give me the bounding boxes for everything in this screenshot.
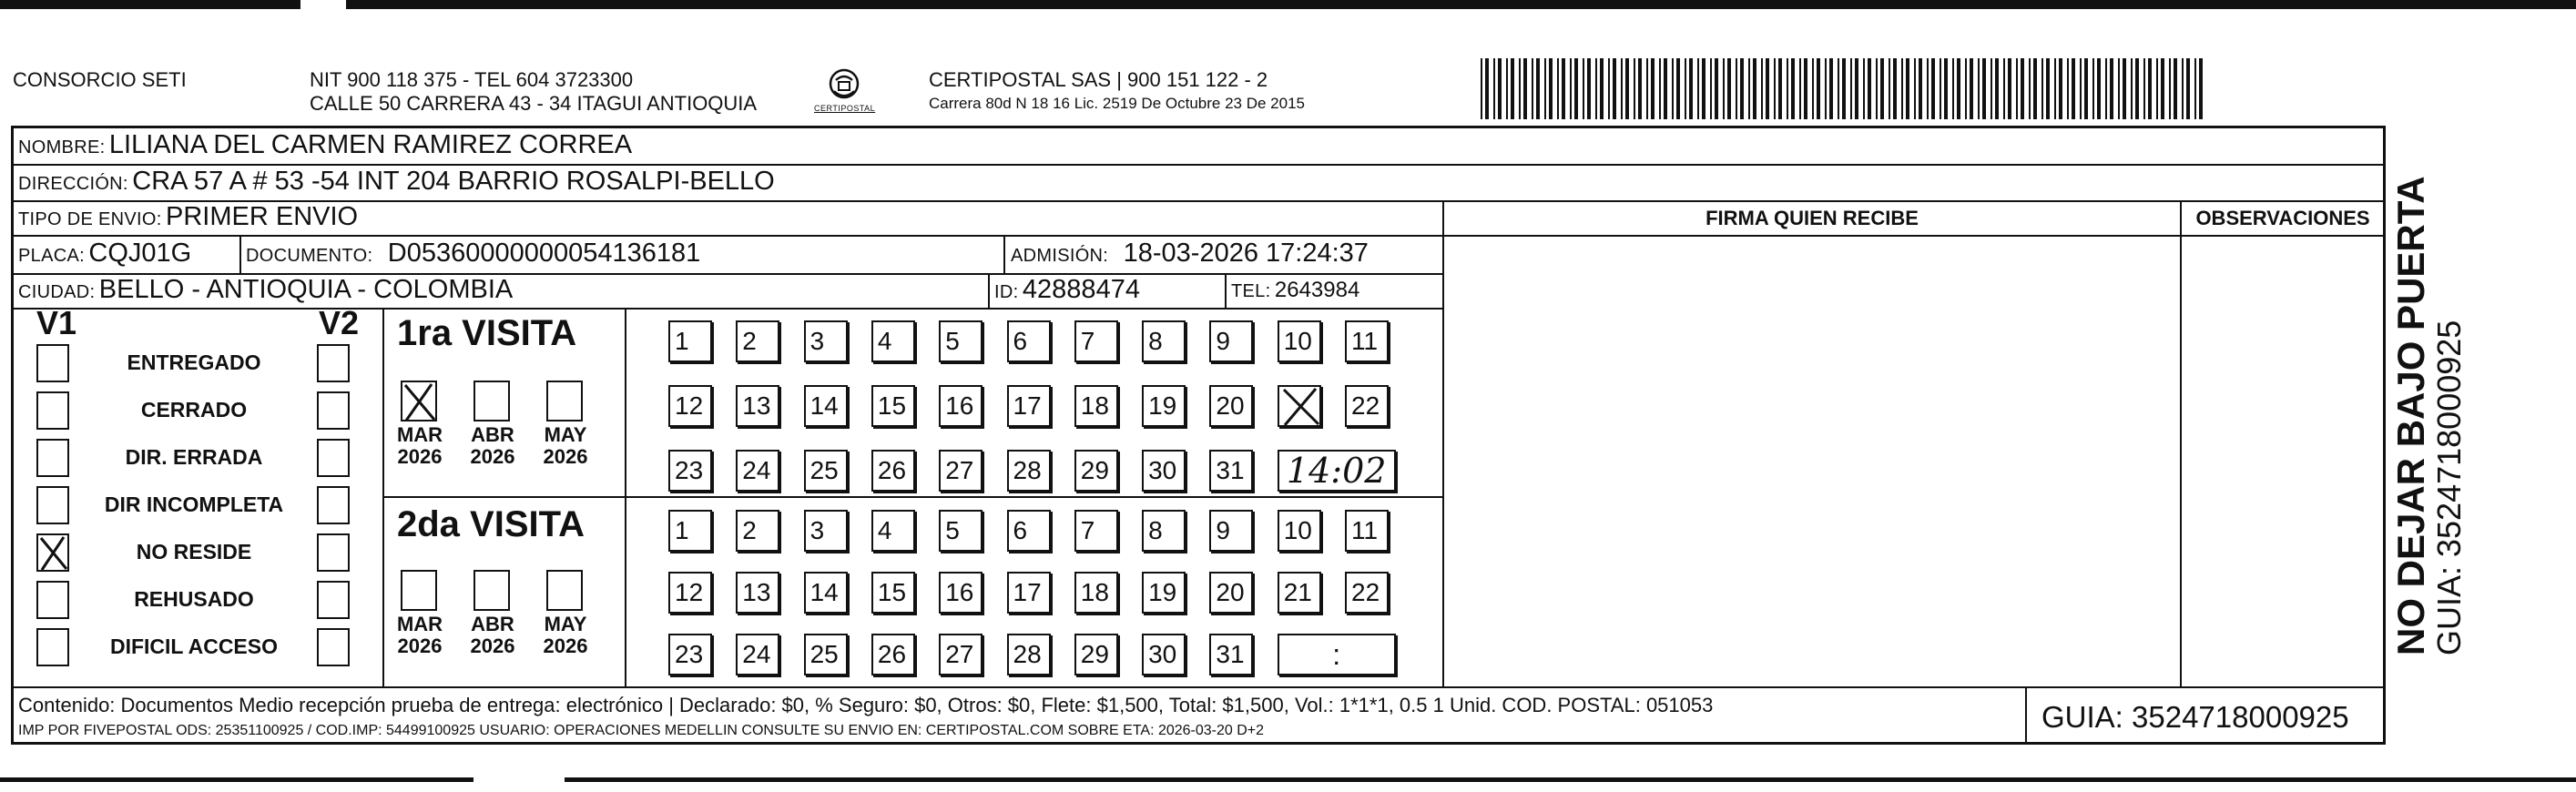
visit1-day-15[interactable]: 15 — [871, 385, 915, 427]
barcode-bar — [1893, 58, 1897, 119]
tel-label: TEL: — [1231, 281, 1271, 301]
footer-contenido: Contenido: Documentos Medio recepción prueba de entrega: electrónico | Declarado: $0, % Seguro: $0, Otros: $0, Flete: $1,500, Total: $1,500, Vol.: 1*1*1, 0.5 1 Unid. COD. POSTAL: 051053 — [18, 694, 1714, 716]
visit-separator — [382, 496, 1442, 498]
visit2-day-18[interactable]: 18 — [1074, 572, 1118, 614]
visit2-day-5[interactable]: 5 — [939, 510, 983, 552]
barcode-bar — [2016, 58, 2018, 119]
barcode-bar — [1532, 58, 1533, 119]
id-value: 42888474 — [1022, 275, 1140, 304]
barcode-bar — [2105, 58, 2107, 119]
barcode-bar — [1787, 58, 1788, 119]
footer-impresion: IMP POR FIVEPOSTAL ODS: 25351100925 / COD.IMP: 54499100925 USUARIO: OPERACIONES MEDELLIN CONSULTE SU ENVIO EN: CERTIPOSTAL.COM SOBRE ETA: 2026-03-20 D+2 — [18, 723, 1265, 738]
visit2-month-name: MAY — [544, 613, 587, 635]
nit-line-1: NIT 900 118 375 - TEL 604 3723300 — [310, 68, 634, 91]
barcode-bar — [1876, 58, 1878, 119]
visit2-day-7[interactable]: 7 — [1074, 510, 1118, 552]
tipo-envio-label: TIPO DE ENVIO: — [18, 209, 162, 229]
status-label-rehusado: REHUSADO — [134, 587, 254, 611]
tipo-envio-row — [18, 202, 358, 236]
barcode-bar — [1587, 58, 1591, 119]
visit1-month-year: 2026 — [397, 445, 443, 468]
visit1-day-14[interactable]: 14 — [804, 385, 848, 427]
barcode-bar — [1774, 58, 1776, 119]
visit2-day-19[interactable]: 19 — [1142, 572, 1186, 614]
barcode-bar — [1761, 58, 1763, 119]
visit1-month-name: MAY — [544, 423, 587, 446]
visit2-month-name: MAR — [396, 613, 443, 635]
barcode-bar — [1493, 58, 1495, 119]
bottom-line-right — [565, 777, 2576, 782]
barcode-bar — [1506, 58, 1508, 119]
visit2-day-4[interactable]: 4 — [871, 510, 915, 552]
barcode-bar — [2169, 58, 2171, 119]
barcode-bar — [1621, 58, 1623, 119]
barcode-bar — [1901, 58, 1903, 119]
visit1-day-10[interactable]: 10 — [1278, 320, 1321, 362]
visit1-day-23[interactable]: 23 — [668, 450, 712, 492]
barcode-bar — [1523, 58, 1527, 119]
tel-value: 2643984 — [1274, 278, 1360, 302]
barcode-bar — [1880, 58, 1884, 119]
visit2-day-22[interactable]: 22 — [1345, 572, 1389, 614]
visit1-day-7[interactable]: 7 — [1074, 320, 1118, 362]
barcode-bar — [1702, 58, 1705, 119]
barcode-bar — [1919, 58, 1922, 119]
certipostal-logo-icon — [812, 64, 876, 106]
barcode-bar — [2054, 58, 2056, 119]
visit2-month-year: 2026 — [470, 635, 515, 657]
visit1-day-21[interactable] — [1278, 385, 1321, 427]
barcode-bar — [1485, 58, 1489, 119]
barcode — [1481, 58, 2204, 119]
visit2-day-6[interactable]: 6 — [1007, 510, 1051, 552]
visit1-day-18[interactable]: 18 — [1074, 385, 1118, 427]
barcode-bar — [2097, 58, 2101, 119]
barcode-bar — [1736, 58, 1737, 119]
visit1-day-19[interactable]: 19 — [1142, 385, 1186, 427]
v2-checkbox-no-reside[interactable] — [317, 533, 350, 572]
firma-field[interactable] — [1446, 239, 2178, 685]
barcode-bar — [1727, 58, 1731, 119]
id-label: ID: — [994, 282, 1019, 302]
barcode-bar — [1608, 58, 1610, 119]
barcode-bar — [1978, 58, 1980, 119]
visit2-day-17[interactable]: 17 — [1007, 572, 1051, 614]
visit2-day-14[interactable]: 14 — [804, 572, 848, 614]
v1-checkbox-entregado[interactable] — [36, 344, 69, 382]
barcode-bar — [1952, 58, 1954, 119]
visit1-day-3[interactable]: 3 — [804, 320, 848, 362]
visit2-month-box-abr[interactable] — [473, 570, 510, 611]
visit1-day-11[interactable]: 11 — [1345, 320, 1389, 362]
v2-checkbox-dificil-acceso[interactable] — [317, 628, 350, 666]
barcode-bar — [2148, 58, 2152, 119]
barcode-bar — [1557, 58, 1559, 119]
visit1-day-20[interactable]: 20 — [1209, 385, 1253, 427]
visit1-day-31[interactable]: 31 — [1209, 450, 1253, 492]
visit2-day-21[interactable]: 21 — [1278, 572, 1321, 614]
barcode-bar — [1511, 58, 1514, 119]
certipostal-logo — [812, 64, 876, 120]
visit1-day-12[interactable]: 12 — [668, 385, 712, 427]
v2-checkbox-rehusado[interactable] — [317, 581, 350, 619]
visit1-month-year: 2026 — [543, 445, 588, 468]
admision-label: ADMISIÓN: — [1011, 246, 1109, 266]
visit2-day-20[interactable]: 20 — [1209, 572, 1253, 614]
v2-header: V2 — [319, 304, 360, 341]
status-label-dificil-acceso: DIFICIL ACCESO — [109, 635, 278, 658]
nombre-value: LILIANA DEL CARMEN RAMIREZ CORREA — [108, 130, 633, 159]
placa-label: PLACA: — [18, 246, 85, 266]
barcode-bar — [2041, 58, 2043, 119]
visit1-day-30[interactable]: 30 — [1142, 450, 1186, 492]
visit1-day-13[interactable]: 13 — [736, 385, 779, 427]
barcode-bar — [1791, 58, 1795, 119]
ciudad-cell — [18, 275, 513, 309]
barcode-bar — [1689, 58, 1693, 119]
v2-checkbox-cerrado[interactable] — [317, 391, 350, 430]
visit1-month-label — [461, 424, 524, 468]
barcode-bar — [2059, 58, 2062, 119]
barcode-bar — [1710, 58, 1712, 119]
barcode-bar — [2029, 58, 2031, 119]
barcode-bar — [1970, 58, 1973, 119]
barcode-bar — [1817, 58, 1820, 119]
v1-checkbox-dificil-acceso[interactable] — [36, 628, 69, 666]
barcode-bar — [1868, 58, 1871, 119]
side-notice — [2390, 176, 2467, 655]
barcode-bar — [1646, 58, 1648, 119]
barcode-bar — [2084, 58, 2088, 119]
visit1-day-16[interactable]: 16 — [939, 385, 983, 427]
v1-checkbox-rehusado[interactable] — [36, 581, 69, 619]
visit1-month-label — [534, 424, 597, 468]
certipostal-line-1: CERTIPOSTAL SAS | 900 151 122 - 2 — [929, 68, 1268, 91]
visit2-day-15[interactable]: 15 — [871, 572, 915, 614]
barcode-bar — [1685, 58, 1686, 119]
barcode-bar — [2123, 58, 2126, 119]
barcode-bar — [1740, 58, 1744, 119]
visit1-day-8[interactable]: 8 — [1142, 320, 1186, 362]
barcode-bar — [1804, 58, 1807, 119]
direccion-value: CRA 57 A # 53 -54 INT 204 BARRIO ROSALPI-BELLO — [132, 167, 775, 196]
footer-line — [13, 686, 2384, 688]
status-col-line — [382, 308, 384, 686]
placa-cell — [18, 239, 191, 272]
visit2-day-27[interactable]: 27 — [939, 634, 983, 675]
barcode-bar — [1651, 58, 1655, 119]
visit2-month-label — [388, 614, 452, 657]
visit1-day-4[interactable]: 4 — [871, 320, 915, 362]
certipostal-line-2: Carrera 80d N 18 16 Lic. 2519 De Octubre 23 De 2015 — [929, 95, 1305, 112]
visit1-month-year: 2026 — [470, 445, 515, 468]
visit2-day-13[interactable]: 13 — [736, 572, 779, 614]
barcode-bar — [2003, 58, 2005, 119]
company-name: CONSORCIO SETI — [13, 68, 187, 91]
bottom-line-left — [0, 777, 473, 782]
visit2-title: 2da VISITA — [397, 504, 585, 544]
tipo-envio-value: PRIMER ENVIO — [166, 202, 359, 231]
status-label-no-reside: NO RESIDE — [136, 540, 252, 564]
barcode-bar — [1570, 58, 1572, 119]
status-label-cerrado: CERRADO — [140, 398, 248, 421]
barcode-bar — [1659, 58, 1661, 119]
visit2-day-11[interactable]: 11 — [1345, 510, 1389, 552]
barcode-bar — [1957, 58, 1960, 119]
barcode-bar — [1753, 58, 1756, 119]
nombre-row — [18, 130, 632, 164]
col-line — [1442, 200, 1444, 686]
visit2-day-8[interactable]: 8 — [1142, 510, 1186, 552]
barcode-bar — [1778, 58, 1782, 119]
visit2-day-2[interactable]: 2 — [736, 510, 779, 552]
ciudad-label: CIUDAD: — [18, 282, 96, 302]
visit1-day-1[interactable]: 1 — [668, 320, 712, 362]
visit1-title: 1ra VISITA — [397, 313, 577, 353]
barcode-bar — [1842, 58, 1846, 119]
visit2-day-28[interactable]: 28 — [1007, 634, 1051, 675]
barcode-bar — [1863, 58, 1865, 119]
visit2-day-31[interactable]: 31 — [1209, 634, 1253, 675]
footer-guia: GUIA: 3524718000925 — [2041, 700, 2349, 734]
barcode-bar — [2182, 58, 2184, 119]
barcode-bar — [1625, 58, 1629, 119]
visit2-month-year: 2026 — [397, 635, 443, 657]
status-label-entregado: ENTREGADO — [127, 350, 261, 374]
visit2-day-9[interactable]: 9 — [1209, 510, 1253, 552]
barcode-bar — [1799, 58, 1801, 119]
barcode-bar — [1766, 58, 1769, 119]
v2-checkbox-entregado[interactable] — [317, 344, 350, 382]
barcode-bar — [1889, 58, 1890, 119]
visit1-month-box-abr[interactable] — [473, 381, 510, 421]
cell-line — [239, 235, 241, 273]
barcode-bar — [2174, 58, 2177, 119]
barcode-bar — [2199, 58, 2203, 119]
barcode-bar — [2046, 58, 2050, 119]
barcode-bar — [1906, 58, 1909, 119]
visit1-day-2[interactable]: 2 — [736, 320, 779, 362]
nombre-label: NOMBRE: — [18, 137, 106, 157]
barcode-bar — [1855, 58, 1858, 119]
v1-checkbox-cerrado[interactable] — [36, 391, 69, 430]
col-header-line — [1442, 235, 2384, 237]
barcode-bar — [2143, 58, 2145, 119]
cell-line — [1225, 273, 1227, 308]
barcode-bar — [2072, 58, 2075, 119]
barcode-bar — [1595, 58, 1597, 119]
v1-checkbox-dir-incompleta[interactable] — [36, 486, 69, 524]
barcode-bar — [2110, 58, 2113, 119]
v1-checkbox-dir-errada[interactable] — [36, 439, 69, 477]
visit2-month-box-mar[interactable] — [401, 570, 437, 611]
barcode-bar — [1676, 58, 1680, 119]
footer-col-line — [2025, 686, 2027, 745]
barcode-bar — [1965, 58, 1967, 119]
barcode-bar — [1562, 58, 1565, 119]
barcode-bar — [2021, 58, 2024, 119]
id-cell — [994, 275, 1140, 309]
barcode-bar — [1549, 58, 1553, 119]
admision-value: 18-03-2026 17:24:37 — [1123, 239, 1369, 268]
visit2-day-24[interactable]: 24 — [736, 634, 779, 675]
barcode-bar — [1672, 58, 1674, 119]
barcode-bar — [1914, 58, 1916, 119]
barcode-bar — [1638, 58, 1642, 119]
visit1-day-24[interactable]: 24 — [736, 450, 779, 492]
barcode-bar — [2067, 58, 2069, 119]
visit2-day-1[interactable]: 1 — [668, 510, 712, 552]
visit2-month-year: 2026 — [543, 635, 588, 657]
barcode-bar — [1498, 58, 1502, 119]
barcode-bar — [1613, 58, 1616, 119]
visit2-month-box-may[interactable] — [546, 570, 583, 611]
documento-value: D05360000000054136181 — [387, 239, 701, 268]
barcode-bar — [1715, 58, 1718, 119]
top-border-line — [0, 0, 2576, 9]
barcode-bar — [1583, 58, 1584, 119]
barcode-bar — [1634, 58, 1635, 119]
barcode-bar — [1481, 58, 1482, 119]
barcode-bar — [1664, 58, 1667, 119]
visit1-day-25[interactable]: 25 — [804, 450, 848, 492]
barcode-bar — [1940, 58, 1941, 119]
visit1-day-29[interactable]: 29 — [1074, 450, 1118, 492]
visit2-time-box[interactable]: : — [1278, 634, 1396, 675]
barcode-bar — [1982, 58, 1986, 119]
v2-checkbox-dir-errada[interactable] — [317, 439, 350, 477]
nit-line-2: CALLE 50 CARRERA 43 - 34 ITAGUI ANTIOQUIA — [310, 92, 758, 115]
barcode-bar — [1723, 58, 1725, 119]
direccion-row — [18, 167, 775, 200]
barcode-bar — [1519, 58, 1521, 119]
barcode-bar — [1944, 58, 1948, 119]
status-label-dir-errada: DIR. ERRADA — [125, 445, 263, 469]
barcode-bar — [2080, 58, 2082, 119]
v1-header: V1 — [36, 304, 77, 341]
row-line — [13, 164, 2384, 166]
col-line — [2180, 200, 2182, 686]
visit2-month-label — [461, 614, 524, 657]
barcode-bar — [1850, 58, 1852, 119]
barcode-bar — [1991, 58, 1992, 119]
ciudad-value: BELLO - ANTIOQUIA - COLOMBIA — [98, 275, 514, 304]
visit2-day-25[interactable]: 25 — [804, 634, 848, 675]
barcode-bar — [1927, 58, 1929, 119]
top-border-gap — [300, 0, 346, 9]
visit1-month-name: MAR — [396, 423, 443, 446]
documento-label: DOCUMENTO: — [246, 246, 373, 266]
visit2-day-23[interactable]: 23 — [668, 634, 712, 675]
visit1-month-box-may[interactable] — [546, 381, 583, 421]
side-notice-text: NO DEJAR BAJO PUERTA — [2389, 176, 2432, 655]
visit2-day-10[interactable]: 10 — [1278, 510, 1321, 552]
visit1-day-22[interactable]: 22 — [1345, 385, 1389, 427]
barcode-bar — [1600, 58, 1604, 119]
barcode-bar — [1536, 58, 1540, 119]
visit1-day-9[interactable]: 9 — [1209, 320, 1253, 362]
barcode-bar — [2135, 58, 2139, 119]
visit1-day-28[interactable]: 28 — [1007, 450, 1051, 492]
cell-line — [1003, 235, 1005, 273]
visit2-day-16[interactable]: 16 — [939, 572, 983, 614]
barcode-bar — [2131, 58, 2133, 119]
visit1-month-label — [388, 424, 452, 468]
barcode-bar — [1697, 58, 1699, 119]
barcode-bar — [1825, 58, 1827, 119]
visit2-month-name: ABR — [471, 613, 514, 635]
visit1-day-17[interactable]: 17 — [1007, 385, 1051, 427]
v2-checkbox-dir-incompleta[interactable] — [317, 486, 350, 524]
logo-wordmark: CERTIPOSTAL — [814, 104, 876, 113]
row-line — [13, 200, 2384, 202]
barcode-bar — [2161, 58, 2164, 119]
visit2-month-label — [534, 614, 597, 657]
side-guia-text: GUIA: 3524718000925 — [2430, 320, 2468, 655]
month-col-line — [625, 308, 626, 686]
visit2-day-26[interactable]: 26 — [871, 634, 915, 675]
barcode-bar — [1748, 58, 1750, 119]
barcode-bar — [2194, 58, 2196, 119]
barcode-bar — [2118, 58, 2120, 119]
admision-cell — [1011, 239, 1369, 272]
v1-checkbox-no-reside[interactable] — [36, 533, 69, 572]
observaciones-field[interactable] — [2184, 239, 2382, 685]
firma-header: FIRMA QUIEN RECIBE — [1705, 207, 1919, 229]
barcode-bar — [1838, 58, 1839, 119]
barcode-bar — [2092, 58, 2094, 119]
visit2-day-29[interactable]: 29 — [1074, 634, 1118, 675]
visit1-day-26[interactable]: 26 — [871, 450, 915, 492]
barcode-bar — [1931, 58, 1935, 119]
barcode-bar — [2033, 58, 2037, 119]
barcode-bar — [1544, 58, 1546, 119]
visit1-day-5[interactable]: 5 — [939, 320, 983, 362]
barcode-bar — [1812, 58, 1814, 119]
placa-value: CQJ01G — [88, 239, 192, 268]
status-label-dir-incompleta: DIR INCOMPLETA — [104, 492, 284, 516]
visit1-time-box[interactable]: 14:02 — [1278, 450, 1396, 492]
cell-line — [988, 273, 990, 308]
tel-cell — [1231, 276, 1359, 308]
barcode-bar — [2008, 58, 2011, 119]
visit1-month-name: ABR — [471, 423, 514, 446]
visit2-day-30[interactable]: 30 — [1142, 634, 1186, 675]
visit1-day-6[interactable]: 6 — [1007, 320, 1051, 362]
observaciones-header: OBSERVACIONES — [2195, 207, 2370, 229]
visit2-day-3[interactable]: 3 — [804, 510, 848, 552]
barcode-bar — [1995, 58, 1999, 119]
direccion-label: DIRECCIÓN: — [18, 174, 128, 194]
documento-cell — [246, 239, 700, 272]
visit1-day-27[interactable]: 27 — [939, 450, 983, 492]
barcode-bar — [1574, 58, 1578, 119]
barcode-bar — [2186, 58, 2190, 119]
barcode-bar — [1829, 58, 1833, 119]
barcode-bar — [2156, 58, 2158, 119]
visit1-month-box-mar[interactable] — [401, 381, 437, 421]
visit2-day-12[interactable]: 12 — [668, 572, 712, 614]
